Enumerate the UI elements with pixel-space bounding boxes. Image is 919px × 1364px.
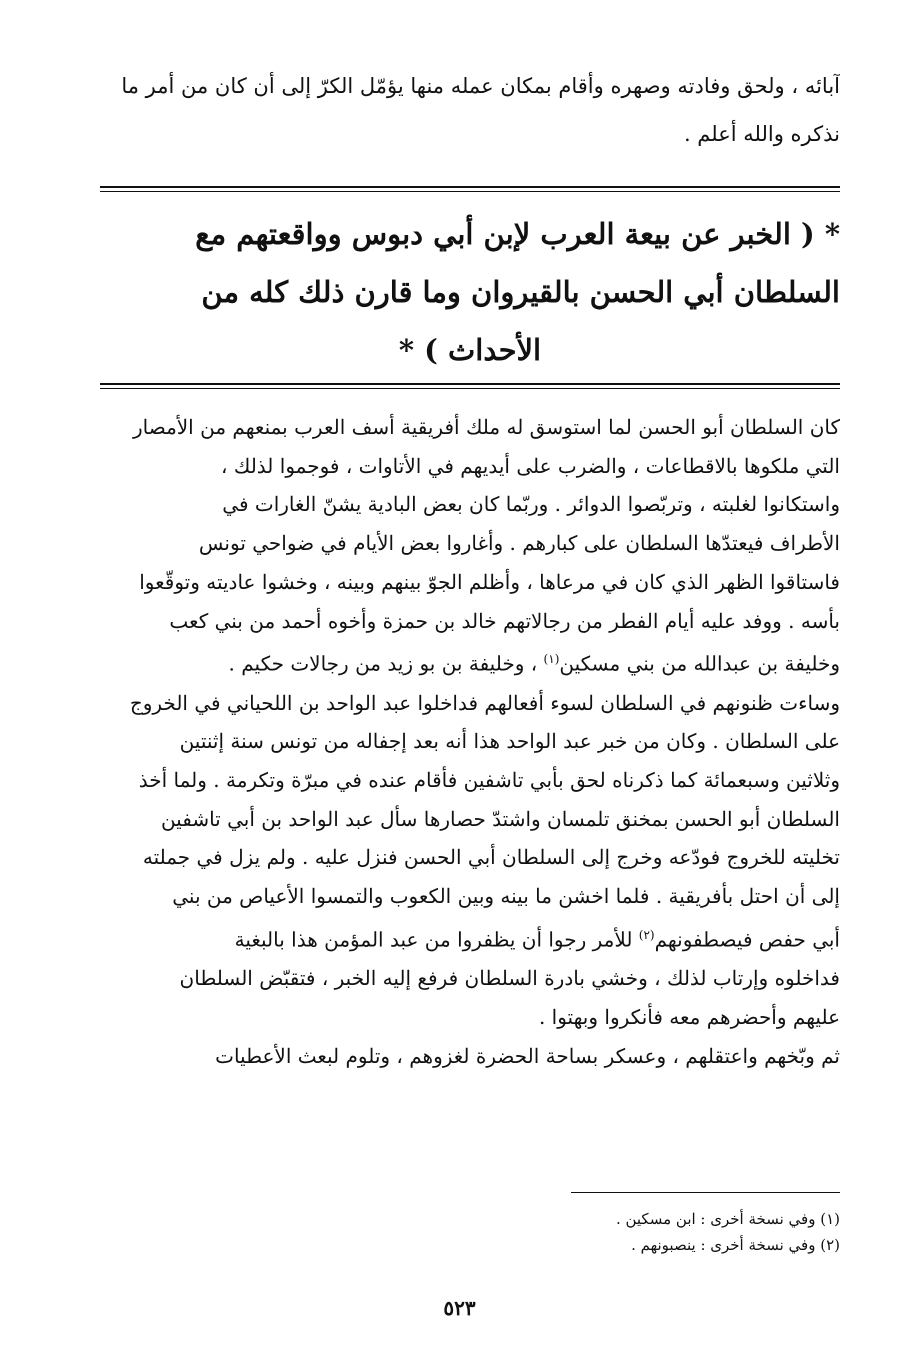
footnote-2: (٢) وفي نسخة أخرى : ينصبونهم .: [631, 1236, 840, 1254]
text-line: وساءت ظنونهم في السلطان لسوء أفعالهم فداخلوا عبد الواحد بن اللحياني في الخروج: [129, 690, 840, 715]
text-line: بأسه . ووفد عليه أيام الفطر من رجالاتهم خالد بن حمزة وأخوه أحمد من بني كعب: [169, 608, 840, 633]
text-line: نذكره والله أعلم .: [683, 122, 840, 146]
intro-paragraph: [100, 62, 840, 158]
body-text: [100, 408, 840, 1075]
text-segment: للأمر رجوا أن يظفروا من عبد المؤمن هذا بالبغية: [234, 927, 633, 952]
text-line: السلطان أبو الحسن بمخنق تلمسان واشتدّ حصارها سأل عبد الواحد بن أبي تاشفين: [160, 806, 840, 831]
text-line: واستكانوا لغلبته ، وتربّصوا الدوائر . وربّما كان بعض البادية يشنّ الغارات في: [222, 492, 840, 517]
text-line: [100, 916, 840, 959]
text-segment: أبي حفص فيصطفونهم: [654, 927, 840, 952]
text-line: التي ملكوها بالاقطاعات ، والضرب على أيديهم في الأتاوات ، فوجموا لذلك ،: [221, 453, 840, 478]
text-line: تخليته للخروج فودّعه وخرج إلى السلطان أبي الحسن فنزل عليه . ولم يزل في جملته: [142, 845, 840, 870]
footnotes: [440, 1206, 840, 1258]
text-line: ثم وبّخهم واعتقلهم ، وعسكر بساحة الحضرة لغزوهم ، وتلوم لبعث الأعطيات: [215, 1043, 840, 1068]
heading-line: * ( الخبر عن بيعة العرب لإبن أبي دبوس وواقعتهم مع: [195, 217, 840, 251]
text-line: فاستاقوا الظهر الذي كان في مرعاها ، وأظلم الجوّ بينهم وبينه ، وخشوا عاديته وتوقّعوا: [139, 569, 840, 594]
chapter-heading: [100, 205, 840, 379]
text-line: آبائه ، ولحق وفادته وصهره وأقام بمكان عمله منها يؤمّل الكرّ إلى أن كان من أمر ما: [121, 74, 840, 98]
double-rule-top: [100, 186, 840, 192]
text-line: عليهم وأحضرهم معه فأنكروا وبهتوا .: [538, 1004, 840, 1029]
heading-line: السلطان أبي الحسن بالقيروان وما قارن ذلك كله من: [201, 275, 840, 309]
footnote-marker-1[interactable]: (١): [543, 652, 560, 667]
heading-line: الأحداث ) *: [398, 333, 542, 367]
text-line: فداخلوه وإرتاب لذلك ، وخشي بادرة السلطان فرفع إليه الخبر ، فتقبّض السلطان: [179, 966, 840, 991]
text-line: على السلطان . وكان من خبر عبد الواحد هذا أنه بعد إجفاله من تونس سنة إثنتين: [179, 729, 840, 754]
text-line: إلى أن احتل بأفريقية . فلما اخشن ما بينه وبين الكعوب والتمسوا الأعياص من بني: [172, 884, 840, 909]
text-line: الأطراف فيعتدّها السلطان على كبارهم . وأغاروا بعض الأيام في ضواحي تونس: [198, 531, 840, 556]
double-rule-bottom: [100, 383, 840, 389]
text-segment: وخليفة بن عبدالله من بني مسكين: [559, 651, 840, 676]
text-line: كان السلطان أبو الحسن لما استوسق له ملك أفريقية أسف العرب بمنعهم من الأمصار: [132, 415, 840, 439]
footnote-1: (١) وفي نسخة أخرى : ابن مسكين .: [615, 1210, 840, 1228]
footnote-marker-2[interactable]: (٢): [638, 927, 655, 942]
text-line: وثلاثين وسبعمائة كما ذكرناه لحق بأبي تاشفين فأقام عنده في مبرّة وتكرمة . ولما أخذ: [138, 767, 840, 792]
text-segment: ، وخليفة بن بو زيد من رجالات حكيم .: [228, 651, 538, 676]
text-line: [100, 640, 840, 683]
footnote-separator: [571, 1192, 840, 1193]
page-number: ٥٢٣: [443, 1296, 476, 1320]
